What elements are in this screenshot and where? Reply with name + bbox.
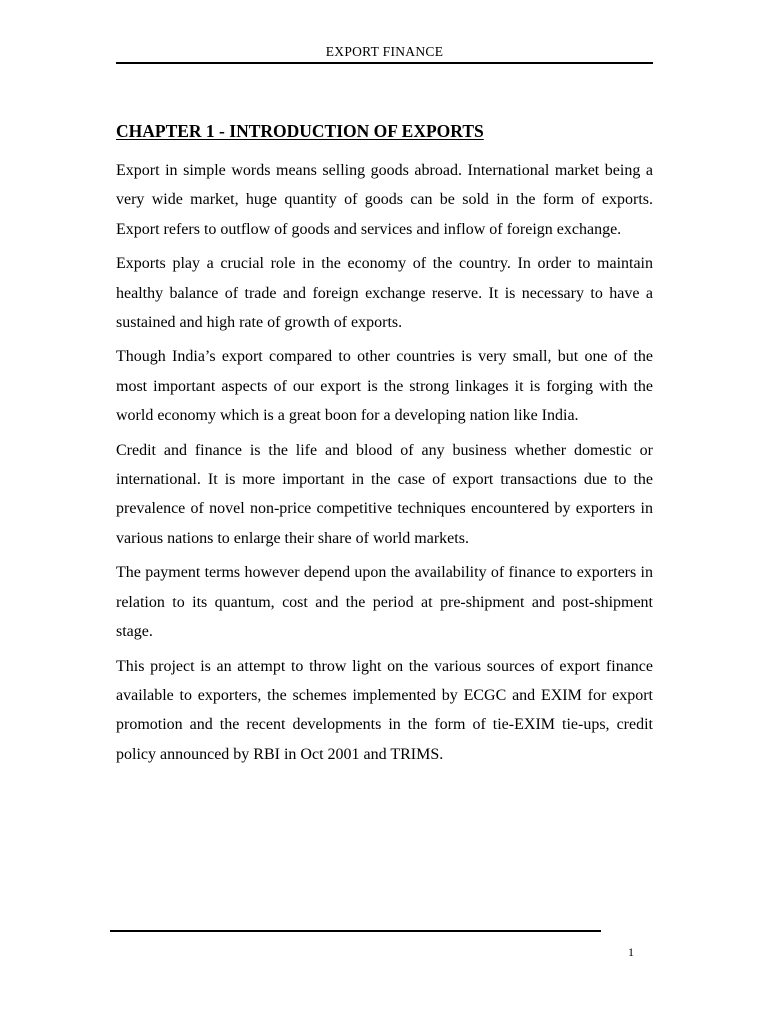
paragraph-2: Exports play a crucial role in the economy of the country. In order to maintain healthy balance of trade and foreign exchange reserve. It is necessary to have a sustained and high rate of growth of exports. xyxy=(116,255,653,332)
paragraph-5: The payment terms however depend upon the availability of finance to exporters in relation to its quantum, cost and the period at pre-shipment and post-shipment stage. xyxy=(116,564,653,641)
paragraph-3: Though India’s export compared to other countries is very small, but one of the most important aspects of our export is the strong linkages it is forging with the world economy which is a great boon for a developing nation like India. xyxy=(116,348,653,425)
chapter-body xyxy=(116,156,653,774)
footer-rule xyxy=(110,930,601,932)
header-rule xyxy=(116,62,653,64)
paragraph-6: This project is an attempt to throw light on the various sources of export finance available to exporters, the schemes implemented by ECGC and EXIM for export promotion and the recent developments in the form of tie-EXIM tie-ups, credit policy announced by RBI in Oct 2001 and TRIMS. xyxy=(116,657,653,763)
paragraph-1: Export in simple words means selling goods abroad. International market being a very wide market, huge quantity of goods can be sold in the form of exports. Export refers to outflow of goods and services and inflow of foreign exchange. xyxy=(116,162,653,238)
chapter-title: CHAPTER 1 - INTRODUCTION OF EXPORTS xyxy=(116,121,484,141)
running-header: EXPORT FINANCE xyxy=(325,44,444,59)
page-number: 1 xyxy=(628,945,634,959)
paragraph-4: Credit and finance is the life and blood of any business whether domestic or international. It is more important in the case of export transactions due to the prevalence of novel non-price competitive techniques encountered by exporters in various nations to enlarge their share of world markets. xyxy=(116,441,653,547)
